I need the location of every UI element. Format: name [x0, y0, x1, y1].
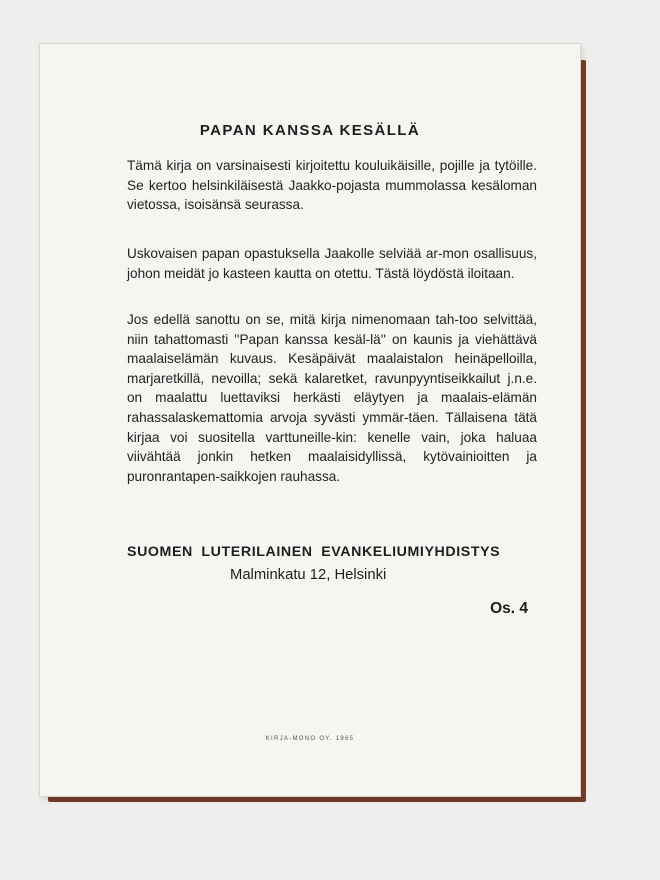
description-paragraph-3: Jos edellä sanottu on se, mitä kirja nimenomaan tah-too selvittää, niin tahattomasti ''Papan kanssa kesäl-lä'' on kaunis ja viehättävä maalaiselämän kuvaus. Kesäpäivät maalaistalon heinäpelloilla, marjaretkillä, nevoilla; sekä kalaretket, ravunpyyntiseikkailut j.n.e. on maalattu luettaviksi herkästi eläytyen ja maalais-elämän rahassalaskemattomia arvoja syvästi ymmär-täen. Tällaisena tätä kirjaa voi suositella varttuneille-kin: kenelle vain, joka haluaa viivähtää jonkin hetken maalaisidyllissä, kytövainioitten ja puronrantapen-saikkojen rauhassa. [127, 312, 537, 484]
publisher-name: SUOMEN LUTERILAINEN EVANKELIUMIYHDISTYS [127, 544, 501, 560]
publisher-address: Malminkatu 12, Helsinki [230, 567, 387, 583]
book-back-cover [40, 44, 580, 796]
book-title: PAPAN KANSSA KESÄLLÄ [199, 122, 421, 139]
price-label: Os. 4 [490, 600, 528, 617]
printer-imprint: KIRJA-MONO OY. 1965 [265, 736, 355, 742]
description-paragraph-1: Tämä kirja on varsinaisesti kirjoitettu kouluikäisille, pojille ja tytöille. Se kertoo helsinkiläisestä Jaakko-pojasta mummolassa kesäloman vietossa, isoisänsä seurassa. [127, 158, 537, 213]
description-paragraph-2: Uskovaisen papan opastuksella Jaakolle selviää ar-mon osallisuus, johon meidät jo kasteen kautta on otettu. Tästä löydöstä iloitaan. [127, 246, 537, 281]
